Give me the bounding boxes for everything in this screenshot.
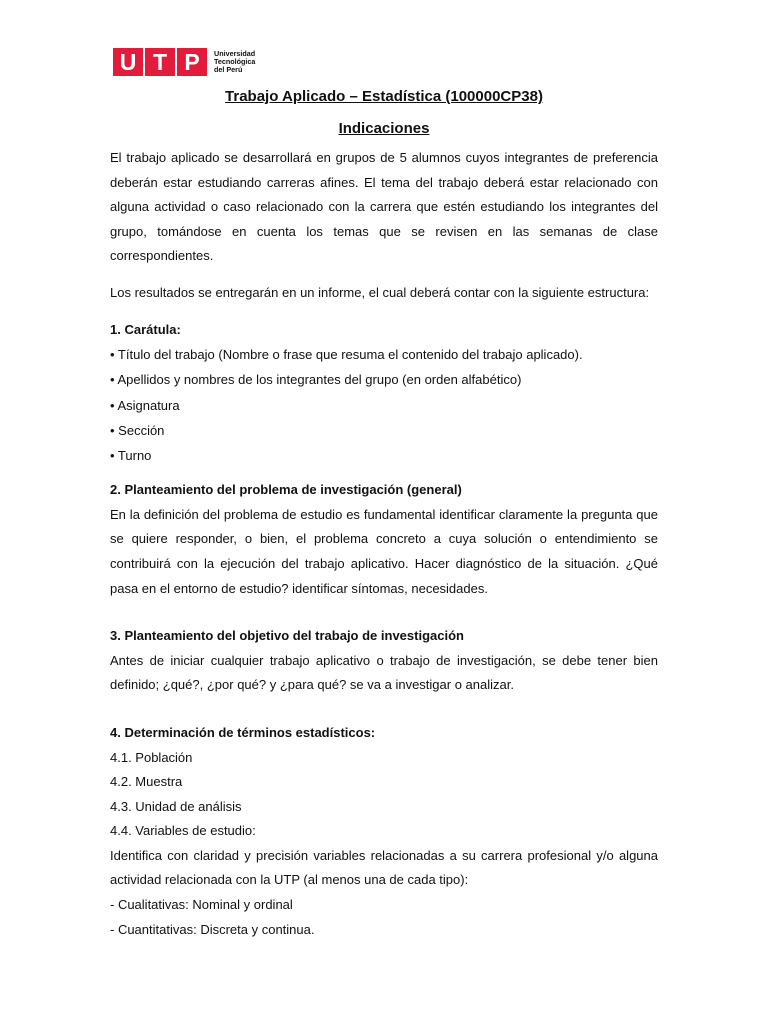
section-1-heading: 1. Carátula: bbox=[110, 321, 181, 337]
results-paragraph: Los resultados se entregarán en un informe, el cual deberá contar con la siguiente estructura: bbox=[110, 284, 650, 300]
logo-letter-u: U bbox=[113, 48, 143, 76]
logo-letter-p: P bbox=[177, 48, 207, 76]
intro-paragraph: El trabajo aplicado se desarrollará en grupos de 5 alumnos cuyos integrantes de preferencia deberán estar estudiando carreras afines. El tema del trabajo deberá estar relacionado con alguna actividad o caso relacionado con la carrera que estén estudiando los integrantes del grupo, tomándose en cuenta los temas que se revisen en las semanas de clase correspondientes. bbox=[110, 150, 658, 264]
document-body bbox=[110, 86, 658, 942]
logo-text-line: Tecnológica bbox=[214, 57, 256, 66]
logo-institution-name bbox=[214, 50, 255, 74]
section-4-heading: 4. Determinación de términos estadísticos: bbox=[110, 724, 376, 740]
logo-text-line: del Perú bbox=[214, 65, 243, 74]
list-item: 4.3. Unidad de análisis bbox=[110, 798, 242, 814]
section-2-paragraph: En la definición del problema de estudio es fundamental identificar claramente la pregunta que se quiere responder, o bien, el problema concreto a cuya solución o entendimiento se contribuirá con la ejecución del trabajo aplicativo. Hacer diagnóstico de la situación. ¿Qué pasa en el entorno de estudio? identificar síntomas, necesidades. bbox=[110, 506, 658, 596]
section-2-heading: 2. Planteamiento del problema de investigación (general) bbox=[110, 482, 462, 498]
list-item: - Cuantitativas: Discreta y continua. bbox=[110, 921, 315, 937]
list-item: • Apellidos y nombres de los integrantes del grupo (en orden alfabético) bbox=[110, 372, 522, 388]
list-item: • Título del trabajo (Nombre o frase que resuma el contenido del trabajo aplicado). bbox=[110, 347, 583, 363]
section-4-paragraph: Identifica con claridad y precisión variables relacionadas a su carrera profesional y/o alguna actividad relacionada con la UTP (al menos una de cada tipo): bbox=[110, 847, 658, 888]
section-3-paragraph: Antes de iniciar cualquier trabajo aplicativo o trabajo de investigación, se debe tener bien definido; ¿qué?, ¿por qué? y ¿para qué? se va a investigar o analizar. bbox=[110, 652, 658, 693]
document-title: Trabajo Aplicado – Estadística (100000CP38) bbox=[225, 88, 543, 105]
utp-logo bbox=[113, 48, 255, 76]
logo-text-line: Universidad bbox=[214, 49, 256, 58]
list-item: 4.2. Muestra bbox=[110, 774, 183, 790]
list-item: 4.1. Población bbox=[110, 749, 193, 765]
list-item: • Turno bbox=[110, 447, 152, 463]
list-item: - Cualitativas: Nominal y ordinal bbox=[110, 897, 293, 913]
list-item: • Sección bbox=[110, 422, 165, 438]
section-3-heading: 3. Planteamiento del objetivo del trabajo de investigación bbox=[110, 628, 464, 644]
list-item: 4.4. Variables de estudio: bbox=[110, 823, 256, 839]
list-item: • Asignatura bbox=[110, 397, 180, 413]
logo-letter-t: T bbox=[145, 48, 175, 76]
document-subtitle: Indicaciones bbox=[338, 120, 430, 137]
